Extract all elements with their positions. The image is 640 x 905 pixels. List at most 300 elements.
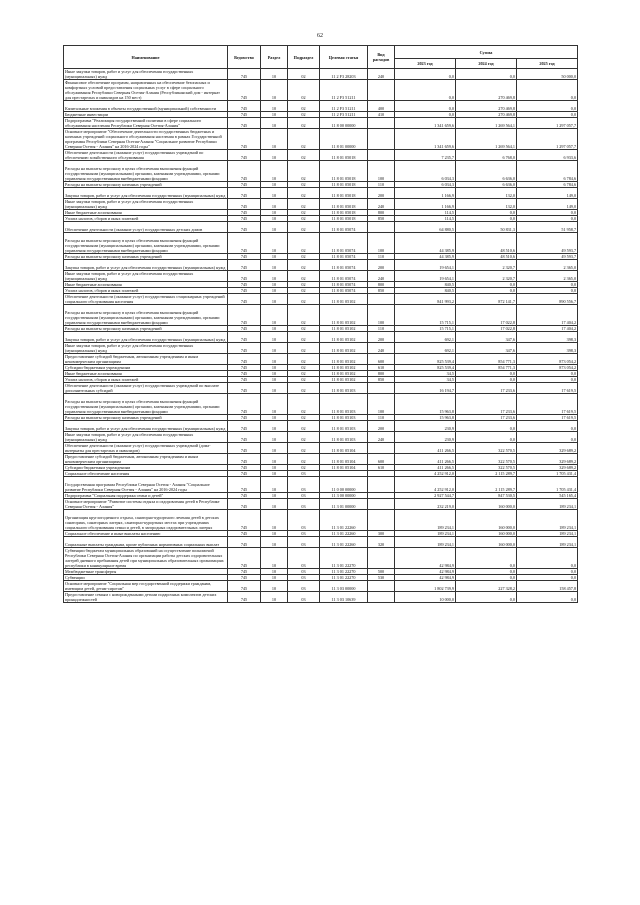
row-name: Социальное обеспечение и иные выплаты населению	[64, 531, 228, 537]
row-razdel: 10	[261, 383, 288, 394]
row-target: 11 8 01 05074	[320, 282, 368, 288]
row-2023: 42 984,9	[395, 575, 456, 581]
row-podrazdel: 02	[288, 129, 320, 150]
row-podrazdel: 02	[288, 377, 320, 383]
row-podrazdel: 02	[288, 112, 320, 118]
row-2023: 230,9	[395, 421, 456, 432]
row-2025: 0,0	[517, 377, 578, 383]
row-vid: 200	[368, 421, 395, 432]
row-razdel: 10	[261, 80, 288, 101]
row-name: Обеспечение деятельности (оказание услуг) государственных учреждений (дома-интернаты для престарелых и инвалидов)	[64, 443, 228, 454]
row-name: Финансовое обеспечение программ, направленных на обеспечение безопасных и комфортных условий предоставления социальных услуг в сфере социального обслуживания Республики Северная Осетия-Алания (Республиканский дом - интернат для престарелых и инвалидов на 150 мест)	[64, 80, 228, 101]
row-2025: 0,0	[517, 421, 578, 432]
row-2024: 270 469,8	[456, 112, 517, 118]
row-name: Подпрограмма "Социальная поддержка семьи и детей"	[64, 493, 228, 499]
row-2024: 0,0	[456, 210, 517, 216]
row-razdel: 10	[261, 294, 288, 305]
row-name: Расходы на выплаты персоналу казенных учреждений	[64, 326, 228, 332]
row-podrazdel: 03	[288, 581, 320, 592]
row-name: Расходы на выплаты персоналу казенных учреждений	[64, 254, 228, 260]
row-2024: 847 530,5	[456, 493, 517, 499]
row-target: 11 2 F3 28203	[320, 69, 368, 80]
row-name: Закупка товаров, работ и услуг для обеспечения государственных (муниципальных) нужд	[64, 260, 228, 271]
row-target: 11 3 01 22260	[320, 537, 368, 548]
row-name: Уплата налогов, сборов и иных платежей	[64, 288, 228, 294]
row-vid: 100	[368, 394, 395, 415]
row-2023: 42 984,9	[395, 548, 456, 569]
row-ved: 745	[228, 118, 261, 129]
row-ved: 745	[228, 548, 261, 569]
row-2024: 17 233,6	[456, 415, 517, 421]
row-name: Обеспечение деятельности (оказание услуг) государственных учреждений по обеспечению хозяйственного обслуживания	[64, 150, 228, 161]
row-name: Иные бюджетные ассигнования	[64, 210, 228, 216]
row-2024: 0,0	[456, 69, 517, 80]
row-podrazdel: 02	[288, 216, 320, 222]
row-2025: 2 365,0	[517, 271, 578, 282]
row-2023: 189 234,1	[395, 537, 456, 548]
row-2025: 398,3	[517, 343, 578, 354]
row-2023: 1 166,9	[395, 188, 456, 199]
row-2023: 825 539,4	[395, 365, 456, 371]
row-name: Иные закупки товаров, работ и услуг для обеспечения государственных (муниципальных) нужд	[64, 271, 228, 282]
row-vid: 300	[368, 531, 395, 537]
row-razdel: 10	[261, 188, 288, 199]
table-row	[64, 477, 578, 493]
row-razdel: 10	[261, 199, 288, 210]
row-target: 11 8 01 05018	[320, 210, 368, 216]
row-razdel: 10	[261, 421, 288, 432]
row-razdel: 10	[261, 499, 288, 510]
row-2023: 0,0	[395, 80, 456, 101]
row-podrazdel: 02	[288, 454, 320, 465]
row-vid: 110	[368, 182, 395, 188]
row-podrazdel: 02	[288, 254, 320, 260]
row-2024: 160 000,0	[456, 510, 517, 531]
row-podrazdel: 02	[288, 465, 320, 471]
row-2024: 0,0	[456, 371, 517, 377]
budget-table	[63, 45, 578, 603]
row-podrazdel: 02	[288, 101, 320, 112]
row-vid: 530	[368, 575, 395, 581]
row-2025: 0,0	[517, 592, 578, 603]
row-name: Обеспечение деятельности (оказание услуг) государственных стационарных учреждений социального обслуживания населения	[64, 294, 228, 305]
row-target: 11 8 01 00000	[320, 129, 368, 150]
row-2025: 0,0	[517, 288, 578, 294]
row-2024: 2 320,7	[456, 271, 517, 282]
row-2025: 17 404,2	[517, 305, 578, 326]
row-razdel: 10	[261, 326, 288, 332]
row-2023: 0,0	[395, 112, 456, 118]
row-podrazdel: 03	[288, 510, 320, 531]
row-2025: 545 165,4	[517, 493, 578, 499]
row-razdel: 10	[261, 569, 288, 575]
row-podrazdel: 02	[288, 80, 320, 101]
row-2023: 1 802 739,9	[395, 581, 456, 592]
row-target: 11 2 F3 51211	[320, 112, 368, 118]
row-2024: 854 771,3	[456, 365, 517, 371]
row-2023: 34,5	[395, 377, 456, 383]
row-vid: 100	[368, 161, 395, 182]
header-vid: Вид расходов	[368, 46, 395, 69]
row-target: 11 8 01 05074	[320, 222, 368, 233]
header-ved: Ведомство	[228, 46, 261, 69]
row-name: Иные закупки товаров, работ и услуг для обеспечения государственных (муниципальных) нужд	[64, 432, 228, 443]
row-2025: 189 234,1	[517, 537, 578, 548]
row-2024: 872 141,7	[456, 294, 517, 305]
row-razdel: 10	[261, 305, 288, 326]
row-vid	[368, 222, 395, 233]
row-ved: 745	[228, 377, 261, 383]
row-ved: 745	[228, 129, 261, 150]
row-target: 11 8 01 05018	[320, 188, 368, 199]
row-2023: 16 194,7	[395, 383, 456, 394]
row-target: 11 8 01 05104	[320, 465, 368, 471]
row-2024: 0,0	[456, 548, 517, 569]
row-2025: 0,0	[517, 575, 578, 581]
row-2023: 34,5	[395, 371, 456, 377]
row-2025: 0,0	[517, 80, 578, 101]
table-row	[64, 305, 578, 326]
row-2025: 17 619,5	[517, 394, 578, 415]
row-razdel: 10	[261, 210, 288, 216]
row-name: Субсидии бюджетным учреждениям	[64, 365, 228, 371]
row-vid: 400	[368, 101, 395, 112]
row-podrazdel: 02	[288, 332, 320, 343]
table-row	[64, 499, 578, 510]
row-razdel: 10	[261, 471, 288, 477]
row-name: Иные бюджетные ассигнования	[64, 371, 228, 377]
row-vid	[368, 80, 395, 101]
row-razdel: 10	[261, 332, 288, 343]
row-2023: 15 715,1	[395, 326, 456, 332]
row-target: 11 8 01 05103	[320, 421, 368, 432]
row-vid	[368, 548, 395, 569]
row-razdel: 10	[261, 161, 288, 182]
table-row	[64, 581, 578, 592]
row-target: 11 3 01 22260	[320, 510, 368, 531]
row-razdel: 10	[261, 371, 288, 377]
row-2023: 411 266,5	[395, 443, 456, 454]
row-ved: 745	[228, 69, 261, 80]
row-name: Социальные выплаты гражданам, кроме публичных нормативных социальных выплат	[64, 537, 228, 548]
row-2023: 825 539,4	[395, 354, 456, 365]
row-vid	[368, 499, 395, 510]
row-name: Иные закупки товаров, работ и услуг для обеспечения государственных (муниципальных) нужд	[64, 69, 228, 80]
row-2023: 10 000,0	[395, 592, 456, 603]
row-razdel: 10	[261, 415, 288, 421]
row-name: Уплата налогов, сборов и иных платежей	[64, 377, 228, 383]
row-2024: 48 510,6	[456, 233, 517, 254]
table-row	[64, 199, 578, 210]
row-2024: 50 831,3	[456, 222, 517, 233]
row-2024: 132,0	[456, 188, 517, 199]
row-vid: 600	[368, 454, 395, 465]
row-target: 11 2 F3 51211	[320, 80, 368, 101]
table-row	[64, 80, 578, 101]
row-2024: 0,0	[456, 592, 517, 603]
row-2023: 19 654,1	[395, 271, 456, 282]
row-podrazdel: 03	[288, 477, 320, 493]
row-ved: 745	[228, 531, 261, 537]
row-target: 11 8 01 05102	[320, 332, 368, 343]
row-ved: 745	[228, 421, 261, 432]
row-2025: 189 234,1	[517, 531, 578, 537]
row-vid: 610	[368, 365, 395, 371]
row-2024: 2 115 289,7	[456, 471, 517, 477]
row-2024: 0,0	[456, 377, 517, 383]
row-podrazdel: 02	[288, 305, 320, 326]
row-ved: 745	[228, 365, 261, 371]
row-vid: 110	[368, 254, 395, 260]
row-2023: 1 166,9	[395, 199, 456, 210]
row-vid: 110	[368, 415, 395, 421]
row-name: Уплата налогов, сборов и иных платежей	[64, 216, 228, 222]
row-razdel: 10	[261, 150, 288, 161]
row-vid	[368, 129, 395, 150]
row-2023: 6 034,3	[395, 182, 456, 188]
row-2025: 49 593,7	[517, 254, 578, 260]
row-podrazdel: 03	[288, 471, 320, 477]
row-razdel: 10	[261, 365, 288, 371]
row-vid: 850	[368, 216, 395, 222]
header-razdel: Раздел	[261, 46, 288, 69]
row-ved: 745	[228, 575, 261, 581]
row-razdel: 10	[261, 129, 288, 150]
row-2024: 227 328,2	[456, 581, 517, 592]
row-razdel: 10	[261, 182, 288, 188]
row-ved: 745	[228, 216, 261, 222]
row-2023: 15 963,8	[395, 415, 456, 421]
row-2025: 17 404,2	[517, 326, 578, 332]
row-target: 11 3 01 22270	[320, 575, 368, 581]
row-podrazdel: 02	[288, 222, 320, 233]
row-podrazdel: 02	[288, 326, 320, 332]
row-target: 11 8 01 05102	[320, 354, 368, 365]
table-row	[64, 421, 578, 432]
row-target: 11 8 01 05102	[320, 305, 368, 326]
table-row	[64, 129, 578, 150]
row-vid: 240	[368, 69, 395, 80]
row-podrazdel: 03	[288, 569, 320, 575]
row-razdel: 10	[261, 377, 288, 383]
row-podrazdel: 02	[288, 118, 320, 129]
row-vid: 100	[368, 233, 395, 254]
row-ved: 745	[228, 454, 261, 465]
row-razdel: 10	[261, 443, 288, 454]
row-2025: 329 689,2	[517, 454, 578, 465]
row-2025: 6 933,6	[517, 150, 578, 161]
row-2025: 0,0	[517, 101, 578, 112]
row-2025: 398,3	[517, 332, 578, 343]
row-podrazdel: 02	[288, 294, 320, 305]
row-name: Организация круглогодичного отдыха, санаторно-курортного лечения детей в детских санаториях, санаторных лагерях, санаторно-курортных местах при учреждениях социального обслуживания семьи и детей, в загородных оздоровительных лагерях	[64, 510, 228, 531]
row-vid: 800	[368, 282, 395, 288]
table-row	[64, 188, 578, 199]
row-name: Расходы на выплаты персоналу в целях обеспечения выполнения функций государственными (муниципальными) органами, казенными учреждениями, органами управления государственными внебюджетными фондами	[64, 394, 228, 415]
row-target: 11 8 01 05102	[320, 326, 368, 332]
row-2024: 48 510,6	[456, 254, 517, 260]
row-ved: 745	[228, 371, 261, 377]
row-podrazdel: 02	[288, 432, 320, 443]
header-sum: Сумма	[395, 46, 578, 59]
row-name: Расходы на выплаты персоналу казенных учреждений	[64, 415, 228, 421]
row-2023: 692,1	[395, 343, 456, 354]
row-ved: 745	[228, 210, 261, 216]
row-target: 11 8 01 05018	[320, 199, 368, 210]
row-vid: 240	[368, 432, 395, 443]
table-row	[64, 69, 578, 80]
row-ved: 745	[228, 188, 261, 199]
table-row	[64, 510, 578, 531]
row-2024: 322 570,5	[456, 454, 517, 465]
row-podrazdel: 02	[288, 415, 320, 421]
row-name: Основное мероприятие "Социальная мер государственной поддержки гражданам, имеющим детей, детям-сиротам"	[64, 581, 228, 592]
row-2024: 0,0	[456, 432, 517, 443]
row-razdel: 10	[261, 69, 288, 80]
row-2023: 840,5	[395, 282, 456, 288]
row-ved: 745	[228, 305, 261, 326]
table-row	[64, 294, 578, 305]
row-podrazdel: 03	[288, 499, 320, 510]
row-2024: 0,0	[456, 216, 517, 222]
table-row	[64, 537, 578, 548]
row-2025: 51 958,7	[517, 222, 578, 233]
row-name: Предоставление субсидий бюджетным, автономным учреждениям и иным некоммерческим организациям	[64, 454, 228, 465]
row-2025: 0,0	[517, 282, 578, 288]
row-2023: 692,1	[395, 332, 456, 343]
row-2025: 189 234,1	[517, 510, 578, 531]
row-2023: 64 880,5	[395, 222, 456, 233]
row-podrazdel: 02	[288, 210, 320, 216]
row-2025: 329 689,2	[517, 465, 578, 471]
header-2024: 2024 год	[456, 59, 517, 69]
row-podrazdel: 02	[288, 443, 320, 454]
row-name: Расходы на выплаты персоналу в целях обеспечения выполнения функций государственными (муниципальными) органами, казенными учреждениями, органами управления государственными внебюджетными фондами	[64, 233, 228, 254]
row-target: 11 8 01 05102	[320, 371, 368, 377]
row-podrazdel: 02	[288, 188, 320, 199]
row-2025: 50 000,0	[517, 69, 578, 80]
row-razdel: 10	[261, 271, 288, 282]
row-2025: 1 705 431,4	[517, 471, 578, 477]
row-vid: 100	[368, 305, 395, 326]
row-podrazdel: 03	[288, 575, 320, 581]
row-vid	[368, 477, 395, 493]
row-2025: 0,0	[517, 569, 578, 575]
row-podrazdel: 02	[288, 394, 320, 415]
row-2024: 17 022,8	[456, 326, 517, 332]
row-vid	[368, 592, 395, 603]
row-vid: 320	[368, 537, 395, 548]
row-vid: 410	[368, 112, 395, 118]
row-2023: 189 234,1	[395, 531, 456, 537]
row-target: 11 3 03 10639	[320, 592, 368, 603]
row-ved: 745	[228, 394, 261, 415]
row-vid: 850	[368, 377, 395, 383]
row-2024: 6 768,0	[456, 150, 517, 161]
row-2024: 160 000,0	[456, 531, 517, 537]
row-vid: 200	[368, 260, 395, 271]
row-2025: 1 297 057,7	[517, 118, 578, 129]
row-target: 11 8 00 00000	[320, 118, 368, 129]
row-podrazdel: 02	[288, 288, 320, 294]
row-podrazdel: 02	[288, 343, 320, 354]
header-row-top	[64, 46, 578, 59]
row-vid: 240	[368, 271, 395, 282]
row-ved: 745	[228, 499, 261, 510]
row-2025: 189 234,1	[517, 499, 578, 510]
row-2025: 329 689,2	[517, 443, 578, 454]
row-target: 11 3 00 00000	[320, 493, 368, 499]
row-2025: 149,0	[517, 199, 578, 210]
row-2023: 840,5	[395, 288, 456, 294]
row-target: 11 3 01 22270	[320, 548, 368, 569]
row-ved: 745	[228, 581, 261, 592]
row-ved: 745	[228, 383, 261, 394]
row-2024: 6 636,0	[456, 182, 517, 188]
row-name: Расходы на выплаты персоналу в целях обеспечения выполнения функций государственными (муниципальными) органами, казенными учреждениями, органами управления государственными внебюджетными фондами	[64, 305, 228, 326]
row-podrazdel: 02	[288, 282, 320, 288]
row-name: Расходы на выплаты персоналу в целях обеспечения выполнения функций государственными (муниципальными) органами, казенными учреждениями, органами управления государственными внебюджетными фондами	[64, 161, 228, 182]
row-ved: 745	[228, 182, 261, 188]
row-ved: 745	[228, 465, 261, 471]
table-row	[64, 383, 578, 394]
row-2023: 0,0	[395, 69, 456, 80]
row-target: 11 8 01 05018	[320, 216, 368, 222]
row-2024: 270 469,8	[456, 80, 517, 101]
header-name: Наименование	[64, 46, 228, 69]
row-razdel: 10	[261, 233, 288, 254]
row-razdel: 10	[261, 592, 288, 603]
row-ved: 745	[228, 112, 261, 118]
row-2025: 149,0	[517, 188, 578, 199]
row-2024: 1 269 564,1	[456, 118, 517, 129]
row-ved: 745	[228, 254, 261, 260]
row-target: 11 3 01 22270	[320, 569, 368, 575]
row-razdel: 10	[261, 575, 288, 581]
row-razdel: 10	[261, 581, 288, 592]
row-2024: 17 233,6	[456, 383, 517, 394]
row-name: Иные закупки товаров, работ и услуг для обеспечения государственных (муниципальных) нужд	[64, 199, 228, 210]
row-razdel: 10	[261, 394, 288, 415]
row-2025: 0,0	[517, 216, 578, 222]
row-2023: 114,5	[395, 210, 456, 216]
row-target: 11 8 01 05018	[320, 161, 368, 182]
row-ved: 745	[228, 294, 261, 305]
row-2025: 890 556,7	[517, 294, 578, 305]
row-vid: 240	[368, 343, 395, 354]
row-name: Основное мероприятие "Обеспечение деятельности государственных бюджетных и казенных учреждений социального обслуживания населения в рамках Государственной программы Республики Северная Осетия-Алания "Социальное развитие Республики Северная Осетия - Алания" на 2016-2024 годы"	[64, 129, 228, 150]
row-name: Иные закупки товаров, работ и услуг для обеспечения государственных (муниципальных) нужд	[64, 343, 228, 354]
row-razdel: 10	[261, 354, 288, 365]
row-2023: 19 654,1	[395, 260, 456, 271]
row-podrazdel: 02	[288, 421, 320, 432]
row-2023: 15 715,1	[395, 305, 456, 326]
row-2025: 1 297 057,7	[517, 129, 578, 150]
table-row	[64, 548, 578, 569]
row-podrazdel: 02	[288, 354, 320, 365]
row-target: 11 8 01 05103	[320, 383, 368, 394]
row-vid: 200	[368, 332, 395, 343]
row-2025: 0,0	[517, 371, 578, 377]
row-vid: 500	[368, 569, 395, 575]
row-podrazdel: 02	[288, 182, 320, 188]
table-row	[64, 454, 578, 465]
row-podrazdel: 02	[288, 260, 320, 271]
row-2025: 6 784,6	[517, 161, 578, 182]
row-razdel: 10	[261, 454, 288, 465]
row-vid	[368, 150, 395, 161]
row-2024: 322 570,5	[456, 443, 517, 454]
